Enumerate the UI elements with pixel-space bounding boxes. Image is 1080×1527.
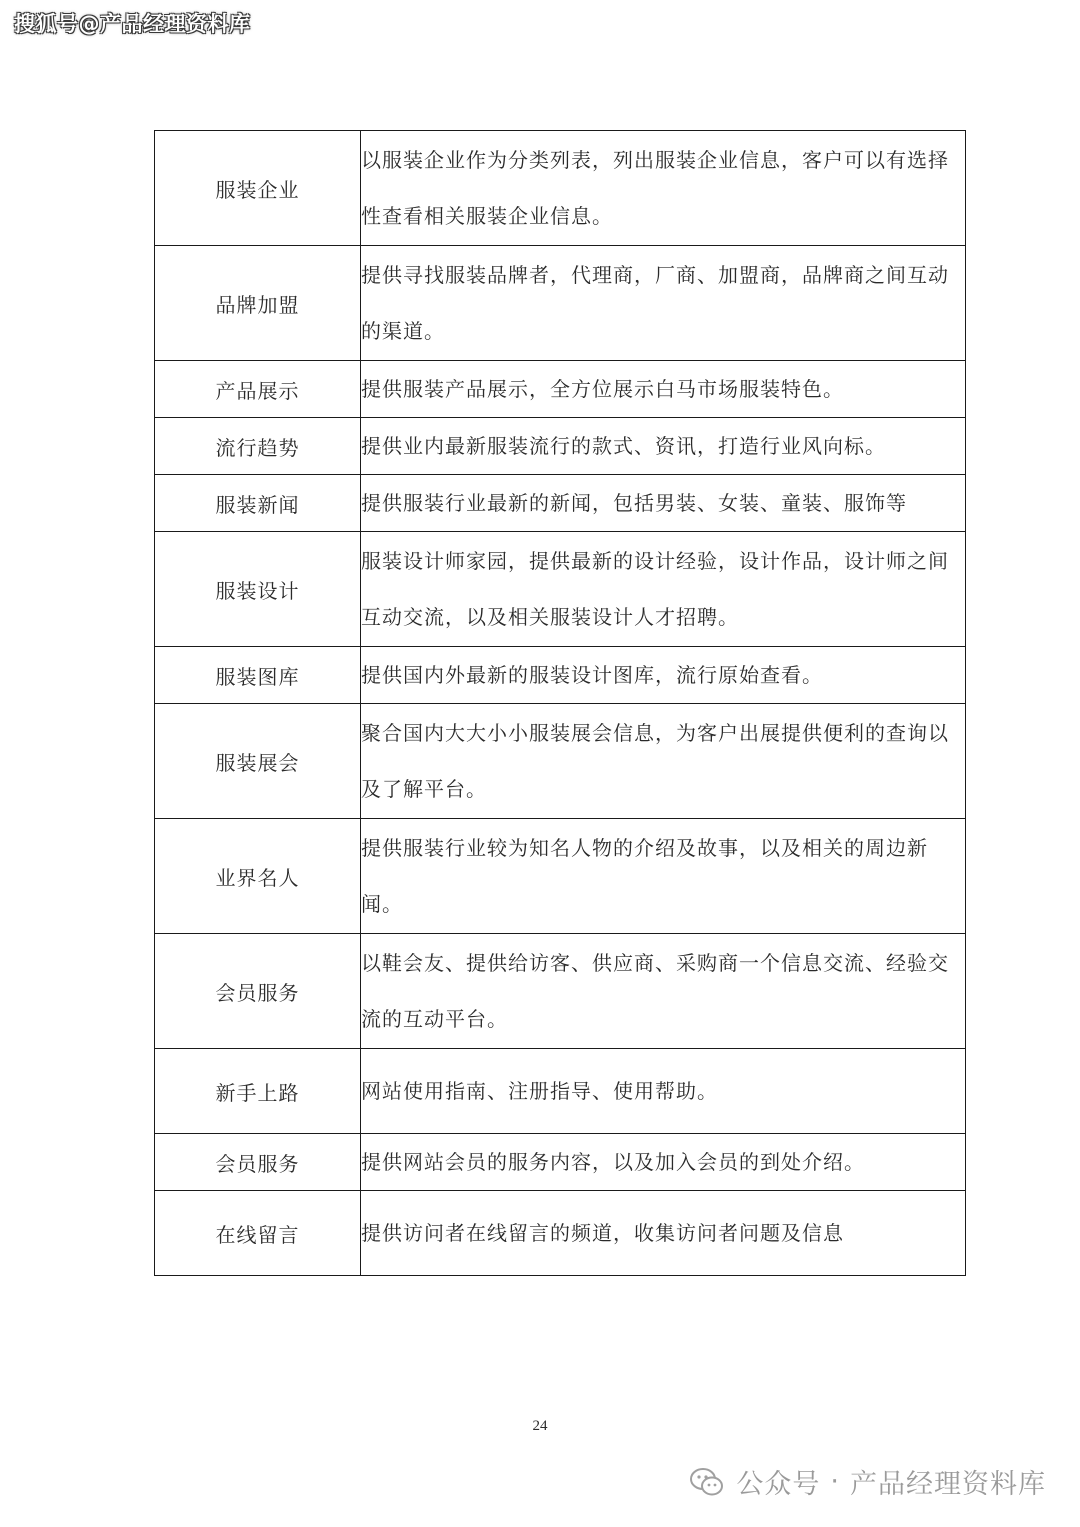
watermark-account-name: 产品经理资料库 [850,1469,1046,1500]
module-name-cell: 流行趋势 [155,418,361,475]
table-row [155,475,966,532]
module-desc-cell: 网站使用指南、注册指导、使用帮助。 [361,1049,966,1134]
table-row [155,1134,966,1191]
module-desc-cell: 聚合国内大大小小服装展会信息，为客户出展提供便利的查询以及了解平台。 [361,704,966,819]
module-desc-cell: 提供服装产品展示，全方位展示白马市场服装特色。 [361,361,966,418]
module-name-cell: 会员服务 [155,1134,361,1191]
module-name-cell: 服装新闻 [155,475,361,532]
module-desc-cell: 提供国内外最新的服装设计图库，流行原始查看。 [361,647,966,704]
module-desc-cell: 提供服装行业最新的新闻，包括男装、女装、童装、服饰等 [361,475,966,532]
module-name-cell: 在线留言 [155,1191,361,1276]
table-row [155,819,966,934]
module-desc-cell: 以服装企业作为分类列表，列出服装企业信息，客户可以有选择性查看相关服装企业信息。 [361,131,966,246]
table-row [155,131,966,246]
module-name-cell: 品牌加盟 [155,246,361,361]
table-row [155,418,966,475]
watermark-separator: · [830,1466,840,1497]
feature-table-container [154,130,965,1276]
module-desc-cell: 以鞋会友、提供给访客、供应商、采购商一个信息交流、经验交流的互动平台。 [361,934,966,1049]
module-name-cell: 服装展会 [155,704,361,819]
module-name-cell: 服装企业 [155,131,361,246]
module-name-cell: 产品展示 [155,361,361,418]
module-desc-cell: 服装设计师家园，提供最新的设计经验，设计作品，设计师之间互动交流，以及相关服装设计人才招聘。 [361,532,966,647]
top-watermark: 搜狐号@产品经理资料库 [14,12,251,36]
table-row [155,934,966,1049]
table-row [155,246,966,361]
module-desc-cell: 提供访问者在线留言的频道，收集访问者问题及信息 [361,1191,966,1276]
feature-table [154,130,966,1276]
module-name-cell: 业界名人 [155,819,361,934]
table-row [155,1191,966,1276]
module-desc-cell: 提供服装行业较为知名人物的介绍及故事，以及相关的周边新闻。 [361,819,966,934]
module-name-cell: 会员服务 [155,934,361,1049]
page-number: 24 [532,1418,548,1434]
module-desc-cell: 提供业内最新服装流行的款式、资讯，打造行业风向标。 [361,418,966,475]
table-row [155,1049,966,1134]
table-row [155,361,966,418]
module-name-cell: 服装图库 [155,647,361,704]
module-name-cell: 新手上路 [155,1049,361,1134]
module-name-cell: 服装设计 [155,532,361,647]
table-row [155,532,966,647]
wechat-icon [690,1467,724,1497]
table-row [155,704,966,819]
module-desc-cell: 提供网站会员的服务内容，以及加入会员的到处介绍。 [361,1134,966,1191]
watermark-prefix: 公众号 [736,1469,821,1500]
bottom-watermark [690,1462,1046,1501]
module-desc-cell: 提供寻找服装品牌者，代理商，厂商、加盟商，品牌商之间互动的渠道。 [361,246,966,361]
table-row [155,647,966,704]
